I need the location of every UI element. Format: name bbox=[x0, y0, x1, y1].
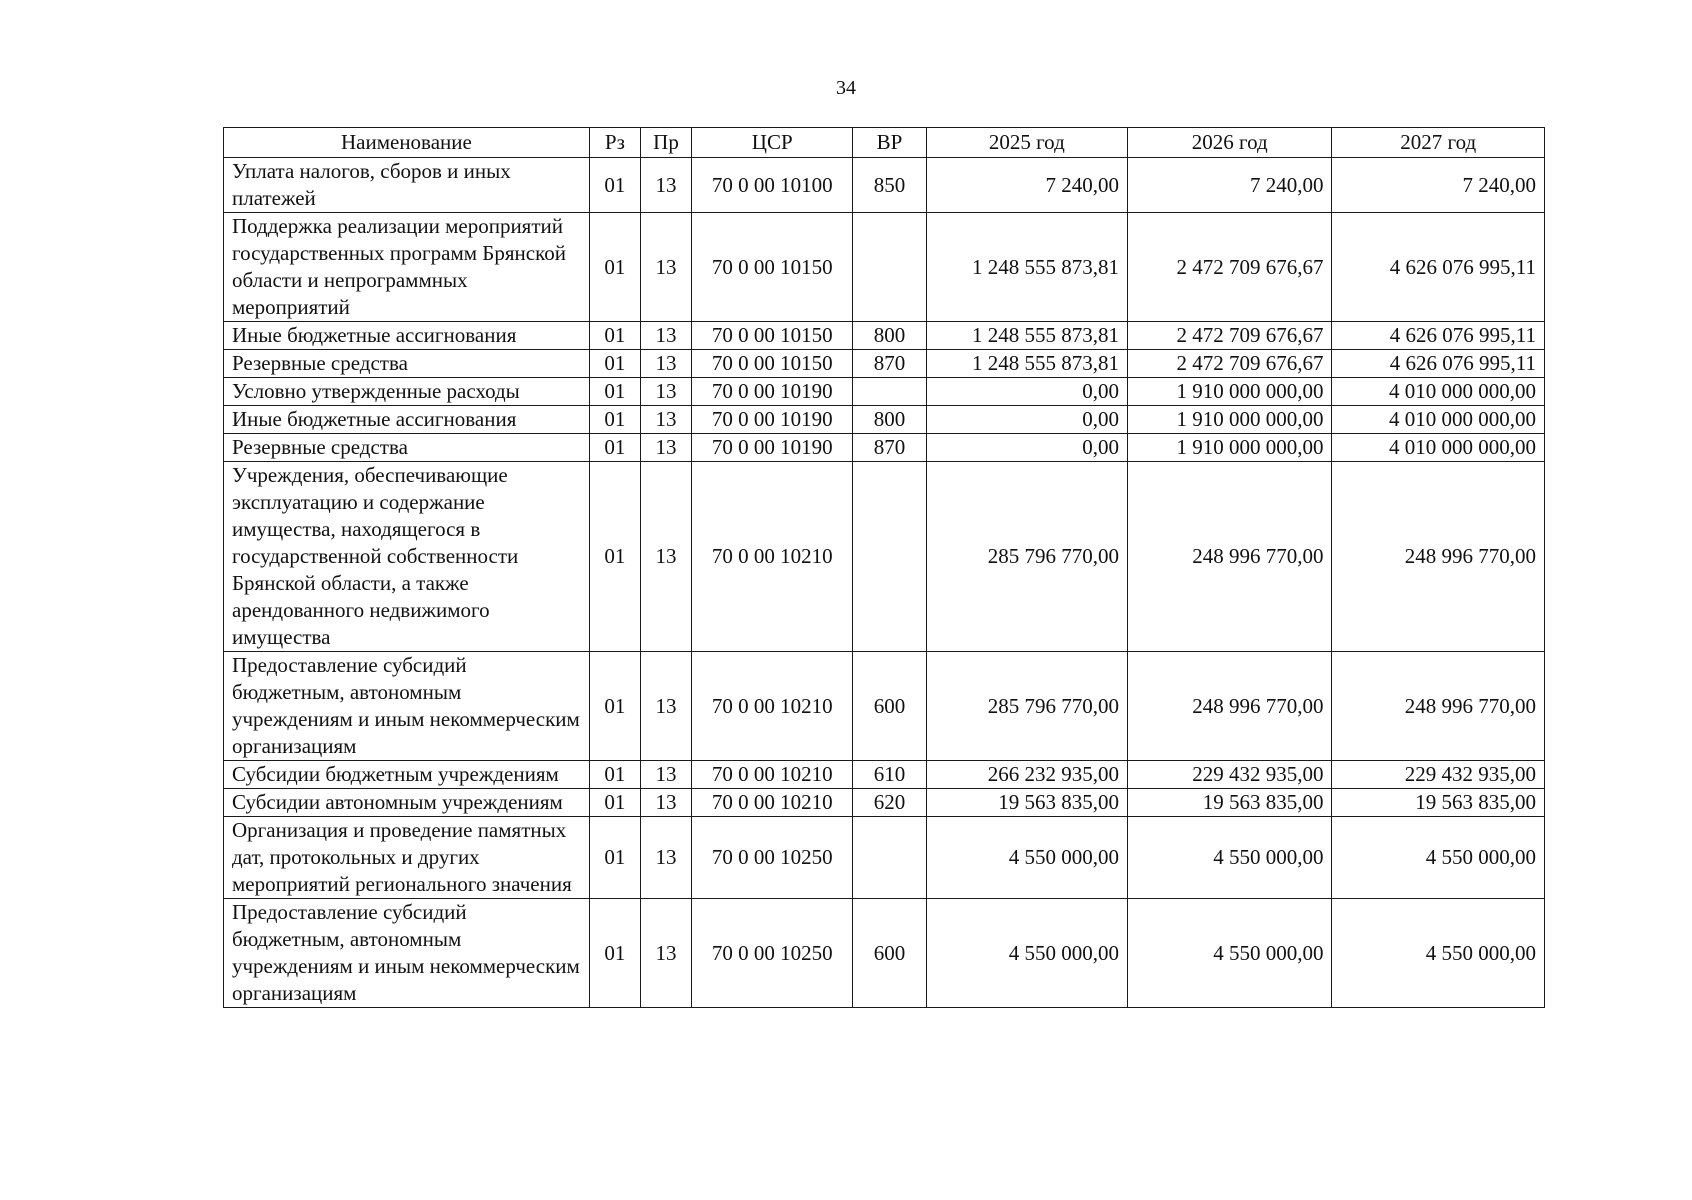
cell-pr: 13 bbox=[640, 158, 691, 213]
cell-name: Предоставление субсидий бюджетным, автономным учреждениям и иным некоммерческим организациям bbox=[224, 652, 590, 761]
cell-2026: 1 910 000 000,00 bbox=[1128, 378, 1332, 406]
table-row bbox=[224, 899, 1545, 1008]
table-row bbox=[224, 761, 1545, 789]
cell-pr: 13 bbox=[640, 213, 691, 322]
header-vr: ВР bbox=[853, 128, 926, 158]
cell-name: Иные бюджетные ассигнования bbox=[224, 322, 590, 350]
cell-name: Уплата налогов, сборов и иных платежей bbox=[224, 158, 590, 213]
table-header-row bbox=[224, 128, 1545, 158]
cell-2027: 19 563 835,00 bbox=[1332, 789, 1545, 817]
cell-2027: 4 626 076 995,11 bbox=[1332, 350, 1545, 378]
cell-csr: 70 0 00 10150 bbox=[692, 213, 853, 322]
cell-vr: 870 bbox=[853, 350, 926, 378]
cell-csr: 70 0 00 10250 bbox=[692, 899, 853, 1008]
table-row bbox=[224, 406, 1545, 434]
table-row bbox=[224, 350, 1545, 378]
cell-2025: 1 248 555 873,81 bbox=[926, 322, 1127, 350]
table-row bbox=[224, 158, 1545, 213]
cell-rz: 01 bbox=[589, 761, 640, 789]
cell-vr: 800 bbox=[853, 406, 926, 434]
cell-2025: 285 796 770,00 bbox=[926, 462, 1127, 652]
cell-2026: 4 550 000,00 bbox=[1128, 899, 1332, 1008]
cell-pr: 13 bbox=[640, 378, 691, 406]
cell-csr: 70 0 00 10250 bbox=[692, 817, 853, 899]
cell-pr: 13 bbox=[640, 322, 691, 350]
cell-2026: 1 910 000 000,00 bbox=[1128, 434, 1332, 462]
cell-vr bbox=[853, 462, 926, 652]
cell-rz: 01 bbox=[589, 322, 640, 350]
table-row bbox=[224, 652, 1545, 761]
header-pr: Пр bbox=[640, 128, 691, 158]
cell-name: Резервные средства bbox=[224, 434, 590, 462]
cell-rz: 01 bbox=[589, 406, 640, 434]
budget-table bbox=[223, 127, 1545, 1008]
cell-vr: 600 bbox=[853, 899, 926, 1008]
header-2026: 2026 год bbox=[1128, 128, 1332, 158]
cell-2027: 4 626 076 995,11 bbox=[1332, 213, 1545, 322]
cell-csr: 70 0 00 10150 bbox=[692, 350, 853, 378]
cell-2026: 248 996 770,00 bbox=[1128, 462, 1332, 652]
cell-2026: 248 996 770,00 bbox=[1128, 652, 1332, 761]
cell-pr: 13 bbox=[640, 899, 691, 1008]
cell-name: Предоставление субсидий бюджетным, автономным учреждениям и иным некоммерческим организациям bbox=[224, 899, 590, 1008]
cell-pr: 13 bbox=[640, 761, 691, 789]
cell-vr: 600 bbox=[853, 652, 926, 761]
table-row bbox=[224, 378, 1545, 406]
cell-vr bbox=[853, 378, 926, 406]
cell-csr: 70 0 00 10150 bbox=[692, 322, 853, 350]
cell-2026: 7 240,00 bbox=[1128, 158, 1332, 213]
cell-2027: 229 432 935,00 bbox=[1332, 761, 1545, 789]
header-2025: 2025 год bbox=[926, 128, 1127, 158]
cell-name: Субсидии автономным учреждениям bbox=[224, 789, 590, 817]
cell-rz: 01 bbox=[589, 789, 640, 817]
cell-pr: 13 bbox=[640, 406, 691, 434]
cell-rz: 01 bbox=[589, 434, 640, 462]
cell-name: Организация и проведение памятных дат, протокольных и других мероприятий регионального значения bbox=[224, 817, 590, 899]
header-rz: Рз bbox=[589, 128, 640, 158]
cell-csr: 70 0 00 10210 bbox=[692, 761, 853, 789]
cell-csr: 70 0 00 10210 bbox=[692, 789, 853, 817]
cell-pr: 13 bbox=[640, 434, 691, 462]
cell-rz: 01 bbox=[589, 462, 640, 652]
cell-name: Поддержка реализации мероприятий государственных программ Брянской области и непрограммных мероприятий bbox=[224, 213, 590, 322]
table-row bbox=[224, 789, 1545, 817]
cell-vr: 620 bbox=[853, 789, 926, 817]
cell-2025: 285 796 770,00 bbox=[926, 652, 1127, 761]
table-row bbox=[224, 434, 1545, 462]
cell-vr bbox=[853, 817, 926, 899]
cell-rz: 01 bbox=[589, 817, 640, 899]
cell-pr: 13 bbox=[640, 817, 691, 899]
cell-vr bbox=[853, 213, 926, 322]
cell-2026: 19 563 835,00 bbox=[1128, 789, 1332, 817]
cell-2025: 0,00 bbox=[926, 378, 1127, 406]
cell-2025: 1 248 555 873,81 bbox=[926, 350, 1127, 378]
cell-vr: 870 bbox=[853, 434, 926, 462]
cell-2027: 4 550 000,00 bbox=[1332, 899, 1545, 1008]
cell-2027: 4 010 000 000,00 bbox=[1332, 406, 1545, 434]
cell-pr: 13 bbox=[640, 350, 691, 378]
cell-rz: 01 bbox=[589, 158, 640, 213]
cell-name: Учреждения, обеспечивающие эксплуатацию и содержание имущества, находящегося в государственной собственности Брянской области, а также арендованного недвижимого имущества bbox=[224, 462, 590, 652]
cell-csr: 70 0 00 10190 bbox=[692, 378, 853, 406]
table-row bbox=[224, 462, 1545, 652]
cell-2027: 7 240,00 bbox=[1332, 158, 1545, 213]
cell-vr: 800 bbox=[853, 322, 926, 350]
cell-2027: 248 996 770,00 bbox=[1332, 652, 1545, 761]
cell-rz: 01 bbox=[589, 899, 640, 1008]
table-row bbox=[224, 817, 1545, 899]
cell-csr: 70 0 00 10210 bbox=[692, 652, 853, 761]
cell-2025: 4 550 000,00 bbox=[926, 899, 1127, 1008]
cell-csr: 70 0 00 10190 bbox=[692, 434, 853, 462]
cell-vr: 610 bbox=[853, 761, 926, 789]
cell-pr: 13 bbox=[640, 652, 691, 761]
cell-2025: 0,00 bbox=[926, 406, 1127, 434]
cell-vr: 850 bbox=[853, 158, 926, 213]
cell-2027: 4 010 000 000,00 bbox=[1332, 378, 1545, 406]
cell-rz: 01 bbox=[589, 378, 640, 406]
cell-2027: 4 010 000 000,00 bbox=[1332, 434, 1545, 462]
cell-2025: 7 240,00 bbox=[926, 158, 1127, 213]
cell-2026: 1 910 000 000,00 bbox=[1128, 406, 1332, 434]
cell-pr: 13 bbox=[640, 462, 691, 652]
cell-2025: 266 232 935,00 bbox=[926, 761, 1127, 789]
cell-2027: 248 996 770,00 bbox=[1332, 462, 1545, 652]
cell-2025: 4 550 000,00 bbox=[926, 817, 1127, 899]
cell-2025: 1 248 555 873,81 bbox=[926, 213, 1127, 322]
cell-2025: 0,00 bbox=[926, 434, 1127, 462]
cell-csr: 70 0 00 10210 bbox=[692, 462, 853, 652]
cell-2026: 2 472 709 676,67 bbox=[1128, 350, 1332, 378]
cell-2027: 4 626 076 995,11 bbox=[1332, 322, 1545, 350]
cell-2027: 4 550 000,00 bbox=[1332, 817, 1545, 899]
cell-name: Резервные средства bbox=[224, 350, 590, 378]
header-name: Наименование bbox=[224, 128, 590, 158]
cell-name: Иные бюджетные ассигнования bbox=[224, 406, 590, 434]
cell-csr: 70 0 00 10190 bbox=[692, 406, 853, 434]
cell-2026: 2 472 709 676,67 bbox=[1128, 322, 1332, 350]
cell-rz: 01 bbox=[589, 213, 640, 322]
cell-rz: 01 bbox=[589, 652, 640, 761]
cell-2026: 2 472 709 676,67 bbox=[1128, 213, 1332, 322]
page-number: 34 bbox=[836, 77, 856, 99]
cell-name: Условно утвержденные расходы bbox=[224, 378, 590, 406]
cell-2026: 4 550 000,00 bbox=[1128, 817, 1332, 899]
header-csr: ЦСР bbox=[692, 128, 853, 158]
cell-2025: 19 563 835,00 bbox=[926, 789, 1127, 817]
cell-csr: 70 0 00 10100 bbox=[692, 158, 853, 213]
cell-2026: 229 432 935,00 bbox=[1128, 761, 1332, 789]
cell-rz: 01 bbox=[589, 350, 640, 378]
cell-pr: 13 bbox=[640, 789, 691, 817]
table-row bbox=[224, 322, 1545, 350]
header-2027: 2027 год bbox=[1332, 128, 1545, 158]
cell-name: Субсидии бюджетным учреждениям bbox=[224, 761, 590, 789]
table-row bbox=[224, 213, 1545, 322]
